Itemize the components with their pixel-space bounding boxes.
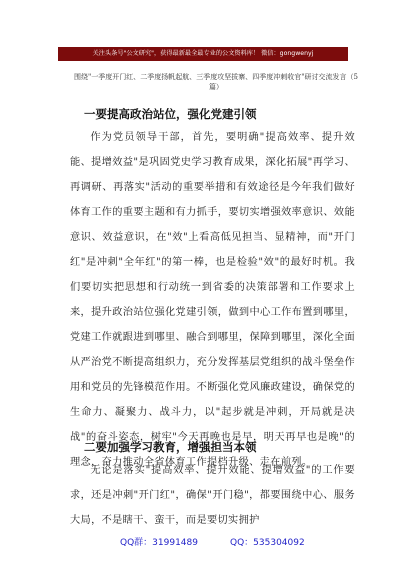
section-heading-1: 一要提高政治站位，强化党建引领 (84, 107, 257, 121)
qq-number-text: QQ：535304092 (230, 538, 305, 548)
contact-footer (120, 535, 310, 549)
qq-group-text: QQ群：31991489 (120, 538, 198, 548)
document-subtitle: 围绕"一季度开门红、二季度扬帆起航、三季度攻坚拔寨、四季度冲刺收官"研讨交流发言（5篇） (74, 73, 358, 91)
promo-banner: 关注头条号"公文研究"，获得最新最全最专业的公文资料库！ 微信：gongwenyj (58, 47, 348, 61)
section-paragraph-1: 作为党员领导干部，首先，要明确"提高效率、提升效能、提增效益"是巩固党史学习教育成果，深化拓展"再学习、再调研、再落实"活动的重要举措和有效途径是今年我们做好体育工作的重要主题和有力抓手，要切实增强效率意识、效能意识、效益意识，在"效"上看高低见担当、显精神，而"开门红"是冲刺"全年红"的第一棒，也是检验"效"的最好时机。我们要切实把思想和行动统一到省委的决策部署和工作要求上来，提升政治站位强化党建引领，做到中心工作布置到哪里，党建工作就跟进到哪里、融合到哪里，保障到哪里，深化全面从严治党不断提高组织力，充分发挥基层党组织的战斗堡垒作用和党员的先锋模范作用。不断强化党风廉政建设，确保党的生命力、凝聚力、战斗力，以"起步就是冲刺，开局就是决战"的奋斗姿态，树牢"今天再晚也是早，明天再早也是晚"的理念，奋力推动全省体育工作提档升级、走在前列。 (70, 132, 355, 468)
section-paragraph-2: 无论是落实"提高效率、提升效能、提增效益"的工作要求，还是冲刺"开门红"，确保"开门稳"，都要围绕中心、服务大局，不是瞎干、蛮干，而是要切实拥护 (70, 465, 355, 526)
section-heading-2: 二要加强学习教育，增强担当本领 (84, 440, 257, 454)
